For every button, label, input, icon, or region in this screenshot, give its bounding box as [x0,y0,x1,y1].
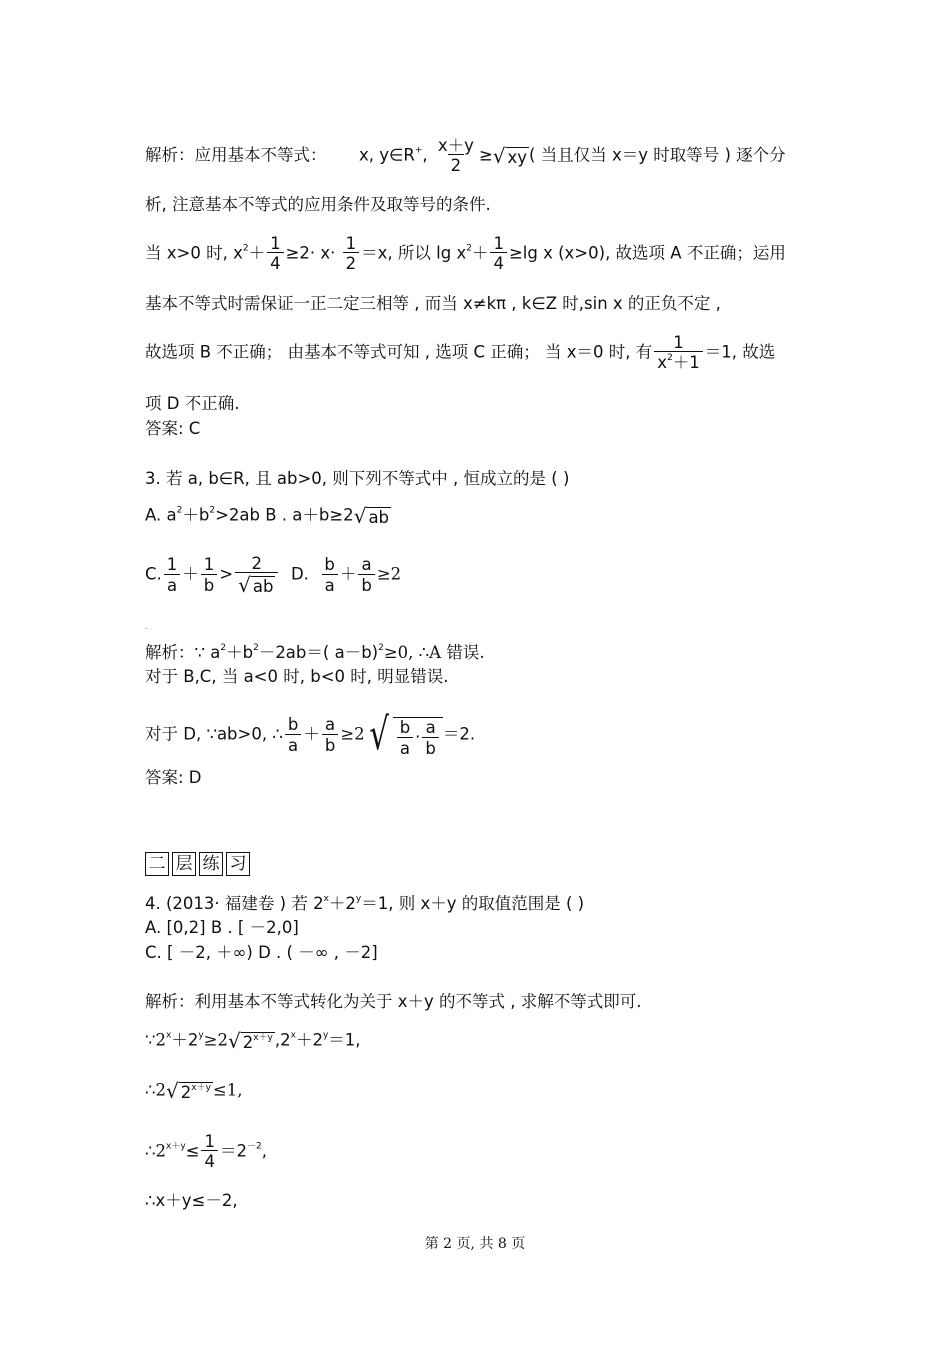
superscript: x＋y [253,1032,273,1043]
heading-char: 二 [145,852,169,876]
denominator: 2 [448,154,465,174]
text: , [422,145,428,165]
text: 解析：应用基本不等式： [145,145,327,165]
analysis-4-line-1: 解析：利用基本不等式转化为关于 x＋y 的不等式 , 求解不等式即可. [145,992,642,1011]
page-footer: 第 2 页, 共 8 页 [424,1236,526,1252]
text: ∵2 [145,1030,166,1050]
text: ＋1 [672,353,700,373]
superscript: －2 [246,1141,262,1152]
text: ＋b [182,505,210,525]
stray-dot: . [145,622,148,631]
text: ＋ [182,564,199,584]
radical-sign: √ [353,504,367,528]
analysis-1-line-6: 项 D 不正确. [145,394,240,413]
text: x, y∈R [359,145,415,165]
section-heading [145,852,253,876]
text: ＋ [339,564,357,584]
radical-sign: √ [492,143,506,168]
sqrt [238,573,275,598]
text: 当 x>0 时, x [145,243,243,263]
numerator: 1 [166,555,178,575]
fraction [285,716,301,754]
heading-char: 层 [172,852,196,876]
radicand [393,717,443,757]
denominator [235,572,278,598]
superscript: y [322,1030,329,1041]
text: －2ab＝( a－b) [258,643,379,662]
fraction [435,137,477,175]
text: ≥2 [340,724,365,744]
numerator: 1 [493,234,504,253]
text: ≤ [185,1141,200,1161]
superscript: 2 [220,643,227,653]
superscript: x＋y [166,1141,186,1152]
text: ≥2· x· [285,243,336,263]
superscript: x＋y [191,1082,211,1093]
superscript: 2 [253,643,259,653]
fraction [654,334,703,372]
numerator: 1 [203,555,215,575]
denominator: b [358,574,374,594]
analysis-1-line-3 [145,235,786,273]
numerator: 2 [251,554,263,573]
text: C. [145,564,162,584]
radicand: ab [252,577,274,596]
denominator: a [397,737,413,757]
superscript: 2 [667,353,673,364]
question-3-options-cd [145,554,402,598]
superscript: x [166,1030,172,1041]
text: ＝2 [219,1141,247,1161]
radicand: ab [368,507,390,527]
text: 故选项 B 不正确； 由基本不等式可知 , 选项 C 正确； 当 x＝0 时, 有 [145,342,653,362]
question-4-options-cd: C. [ －2, ＋∞) D . ( －∞ , －2] [145,943,378,962]
superscript: 2 [242,243,249,254]
fraction [358,556,374,594]
text: ＋2 [171,1030,199,1050]
superscript: 2 [466,243,472,254]
sqrt [365,709,443,760]
analysis-3-line-1 [145,644,485,662]
text: ＋2 [295,1030,323,1050]
fraction [201,556,218,594]
analysis-3-line-3 [145,709,476,760]
denominator: b [201,574,217,594]
denominator: 4 [267,252,284,272]
radical-sign: √ [238,573,251,598]
text: > [219,564,234,584]
text: ≥0, ∴A 错误. [383,643,485,662]
fraction [490,235,507,273]
superscript: 2 [176,505,183,516]
denominator: a [322,574,338,594]
text: ≥2 [376,564,402,584]
numerator: a [425,718,436,738]
question-3: 3. 若 a, b∈R, 且 ab>0, 则下列不等式中 , 恒成立的是 ( ) [145,469,570,488]
sqrt [166,1081,213,1101]
fraction [321,556,337,594]
text: ＋ [303,724,320,744]
superscript: 2 [378,643,384,653]
analysis-1-line-2: 析, 注意基本不等式的应用条件及取等号的条件. [145,195,491,214]
text: >2ab B . a＋b≥2 [215,505,354,525]
analysis-1-line-1 [145,137,786,175]
text: ∴2 [145,1080,166,1100]
denominator: b [322,734,338,754]
analysis-4-line-3 [145,1081,242,1101]
text: 2 [242,1032,254,1052]
text: ＋ [248,243,266,263]
heading-char: 练 [199,852,223,876]
text: ≥2 [203,1030,228,1050]
text: 解析：∵ a [145,643,221,662]
analysis-3-line-2: 对于 B,C, 当 a<0 时, b<0 时, 明显错误. [145,667,449,686]
analysis-1-line-5 [145,334,775,372]
numerator: 1 [204,1132,215,1151]
fraction [422,719,438,757]
text: ≤1, [212,1080,243,1100]
text: ＝1, [328,1030,361,1050]
fraction [343,235,360,273]
superscript: y [355,894,362,904]
denominator: b [422,737,438,757]
question-3-options-ab [145,506,391,526]
text: A. a [145,505,177,525]
fraction [322,716,338,754]
numerator: 1 [673,333,684,352]
numerator: a [361,555,372,575]
text: ＋ [471,243,489,263]
text: 2 [180,1082,192,1102]
numerator: b [399,718,411,738]
denominator: 4 [490,252,507,272]
text: ＝x, 所以 lg x [361,243,467,263]
fraction [397,719,413,757]
text: ,2 [274,1030,291,1050]
text: ≥ [478,145,493,165]
analysis-1-line-4: 基本不等式时需保证一正二定三相等 , 而当 x≠kπ , k∈Z 时,sin x 的正负不定 , [145,294,721,313]
radical-sign: √ [368,709,389,760]
text: 4. (2013· 福建卷 ) 若 2 [145,894,324,913]
text: , [261,1141,267,1161]
text: · [415,727,421,747]
analysis-4-line-5: ∴x＋y≤－2, [145,1191,238,1210]
radical-sign: √ [166,1079,179,1103]
question-4 [145,895,584,913]
text: x [657,353,668,373]
answer-3: 答案: D [145,768,202,787]
radicand [241,1032,275,1051]
numerator: b [287,715,299,735]
superscript: y [198,1030,204,1041]
fraction [201,1133,218,1171]
denominator: a [285,734,301,754]
superscript: 2 [209,505,216,516]
denominator: 2 [343,252,360,272]
text: ＝1, 故选 [704,342,776,362]
heading-char: 习 [226,852,250,876]
radical-sign: √ [227,1029,241,1053]
fraction [267,235,284,273]
denominator: a [164,574,180,594]
numerator: b [324,555,335,575]
analysis-4-line-2 [145,1031,361,1051]
radicand [179,1082,213,1101]
text: ＋b [226,643,254,662]
answer-1: 答案: C [145,419,201,438]
text: 对于 D, ∵ab>0, ∴ [145,724,283,744]
sqrt [492,143,529,168]
numerator: a [325,715,336,735]
superscript: x [323,894,329,904]
text: ＝2. [442,724,476,744]
analysis-4-line-4 [145,1133,267,1171]
text: ≥lg x (x>0), 故选项 A 不正确；运用 [508,243,786,263]
text: ＋2 [328,894,356,913]
sqrt [228,1031,275,1051]
question-4-options-ab: A. [0,2] B . [ －2,0] [145,918,299,937]
fraction [235,554,278,598]
text: D. [280,564,320,584]
denominator: 4 [201,1150,218,1170]
denominator [654,351,703,371]
sqrt [354,506,391,526]
text: ＝1, 则 x＋y 的取值范围是 ( ) [361,894,585,913]
numerator: 1 [270,234,281,253]
text: ( 当且仅当 x＝y 时取等号 ) 逐个分 [529,145,786,165]
superscript: x [290,1030,296,1041]
radicand: xy [507,147,528,167]
numerator: 1 [345,234,357,253]
superscript: + [414,145,423,156]
text: ∴2 [145,1141,166,1161]
numerator: x＋y [437,136,474,155]
fraction [164,556,181,594]
